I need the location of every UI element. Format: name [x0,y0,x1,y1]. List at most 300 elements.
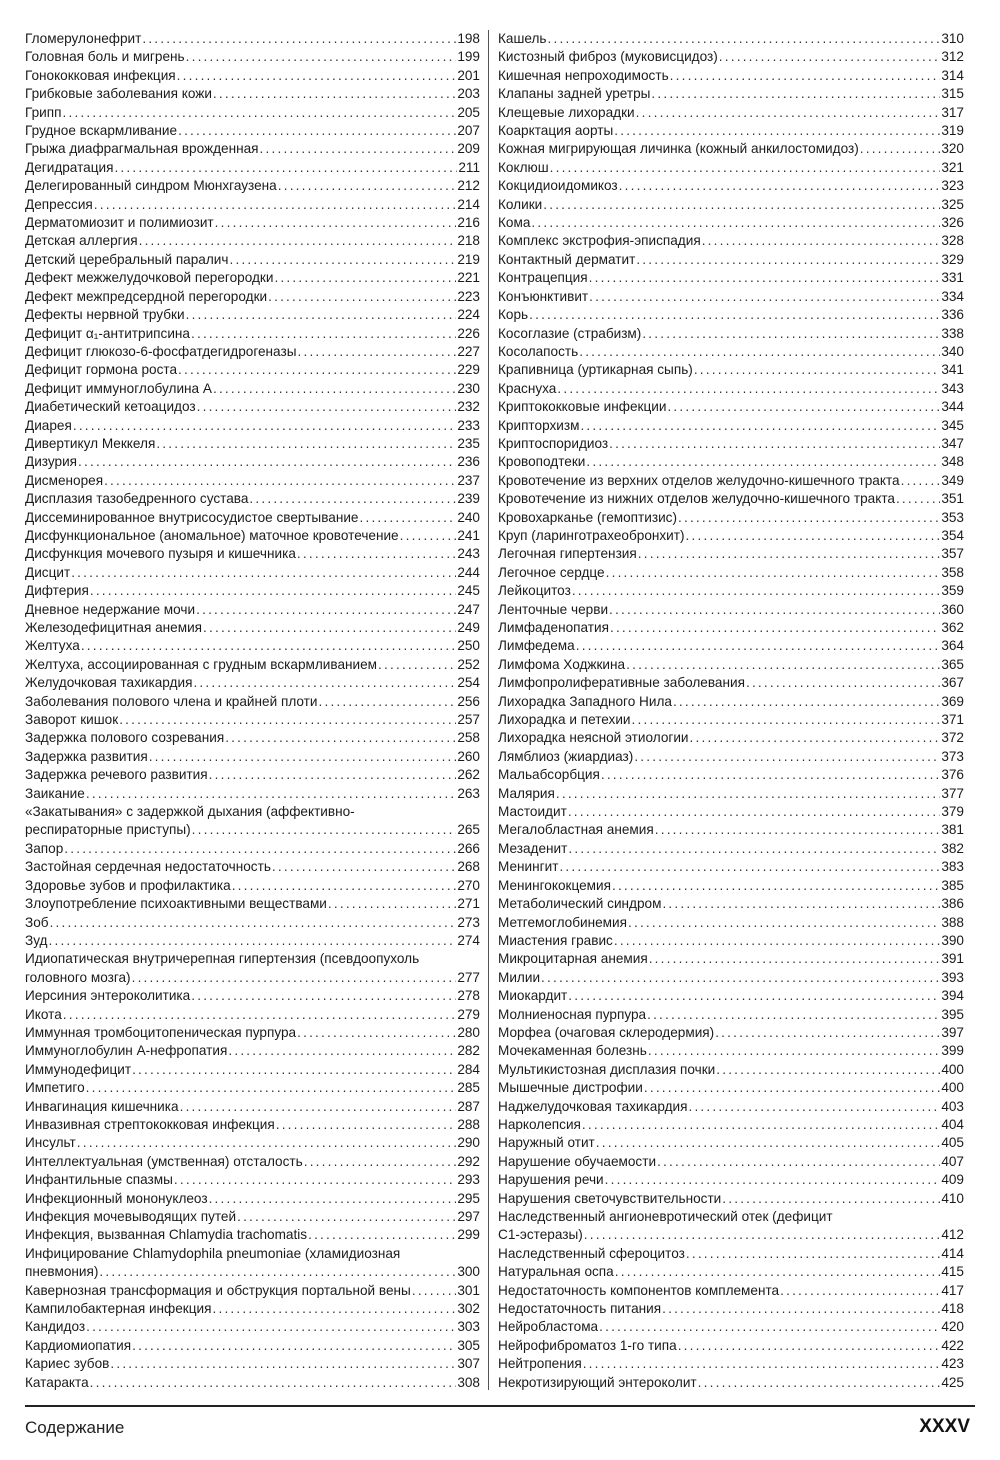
dot-leader [412,1282,456,1300]
toc-entry-title: Нарушение обучаемости [498,1153,657,1169]
dot-leader [50,914,457,932]
toc-entry-title: Крипторхизм [498,417,580,433]
toc-entry[interactable] [498,527,964,545]
toc-entry[interactable] [498,711,964,729]
toc-entry-page: 373 [941,748,964,764]
toc-entry-title: Нарушения речи [498,1172,604,1188]
toc-entry-title: Задержка речевого развития [25,767,208,783]
toc-entry-page: 243 [457,546,480,562]
toc-entry[interactable] [498,1300,964,1318]
dot-leader [673,693,940,711]
toc-entry-title: Дифтерия [25,583,89,599]
dot-leader [90,1374,457,1392]
toc-entry[interactable] [498,932,964,950]
toc-entry[interactable] [498,1245,964,1263]
toc-entry[interactable] [25,214,480,232]
dot-leader [670,67,941,85]
toc-entry-title: Дефицит гормона роста [25,362,178,378]
toc-entry[interactable] [25,306,480,324]
toc-entry-page: 344 [941,399,964,415]
toc-entry[interactable] [25,417,480,435]
dot-leader [694,361,941,379]
toc-entry[interactable] [25,48,480,66]
toc-entry[interactable] [25,1061,480,1079]
toc-entry[interactable] [498,1153,964,1171]
toc-entry[interactable] [498,472,964,490]
dot-leader [99,1263,456,1281]
toc-entry[interactable] [25,509,480,527]
toc-entry[interactable] [25,67,480,85]
toc-entry[interactable] [498,85,964,103]
toc-entry[interactable] [498,987,964,1005]
toc-entry[interactable] [25,674,480,692]
toc-entry[interactable] [498,48,964,66]
toc-entry[interactable] [25,1226,480,1244]
toc-entry[interactable] [25,1337,480,1355]
toc-entry[interactable] [25,380,480,398]
dot-leader [400,527,457,545]
toc-entry[interactable] [498,196,964,214]
toc-entry-title: Импетиго [25,1080,85,1096]
toc-entry[interactable] [498,1116,964,1134]
toc-entry[interactable] [25,232,480,250]
toc-entry-title: Наружный отит [498,1135,595,1151]
toc-entry[interactable] [498,1079,964,1097]
toc-entry-title: Интеллектуальная (умственная) отсталость [25,1153,303,1169]
toc-entry[interactable] [25,361,480,379]
toc-entry[interactable] [498,674,964,692]
toc-entry-title: Краснуха [498,380,557,396]
toc-entry-page: 390 [941,932,964,948]
dot-leader [63,1006,457,1024]
toc-entry[interactable] [498,232,964,250]
toc-entry[interactable] [498,509,964,527]
toc-entry-page: 240 [457,509,480,525]
toc-entry-page: 377 [941,785,964,801]
toc-entry[interactable] [498,895,964,913]
dot-leader [572,582,940,600]
toc-entry-title: Дисцит [25,564,71,580]
toc-entry[interactable] [498,269,964,287]
toc-entry-title: Милии [498,969,541,985]
toc-entry-page: 340 [941,343,964,359]
toc-entry[interactable] [498,140,964,158]
toc-entry[interactable] [25,711,480,729]
toc-entry-page: 256 [457,693,480,709]
toc-entry[interactable] [25,85,480,103]
toc-entry-title: Лейкоцитоз [498,583,571,599]
toc-entry[interactable] [25,1171,480,1189]
dot-leader [86,1318,456,1336]
toc-entry[interactable] [25,398,480,416]
toc-entry[interactable] [25,140,480,158]
toc-entry-title: Нейтропения [498,1356,582,1372]
toc-entry-title: Зоб [25,914,49,930]
toc-entry[interactable] [498,564,964,582]
toc-entry[interactable] [25,1153,480,1171]
toc-entry[interactable] [25,785,480,803]
dot-leader [276,1116,457,1134]
toc-entry[interactable] [498,803,964,821]
toc-entry[interactable] [25,858,480,876]
toc-entry[interactable] [498,343,964,361]
toc-entry[interactable] [498,914,964,932]
toc-entry[interactable] [498,1042,964,1060]
toc-entry-title: Запор [25,840,64,856]
toc-entry[interactable] [498,1208,964,1245]
toc-entry-title: «Закатывания» с задержкой дыхания (аффективно- [25,804,355,820]
toc-entry[interactable] [25,527,480,545]
toc-entry[interactable] [498,104,964,122]
dot-leader [531,214,940,232]
toc-entry[interactable] [25,1245,480,1282]
toc-entry-title: Кампилобактерная инфекция [25,1301,212,1317]
toc-entry[interactable] [498,159,964,177]
toc-entry-page: 201 [457,67,480,83]
toc-entry[interactable] [25,1374,480,1392]
toc-entry-title: Косолапость [498,343,579,359]
toc-entry[interactable] [498,398,964,416]
toc-entry[interactable] [25,453,480,471]
dot-leader [86,785,456,803]
toc-entry-page: 394 [941,988,964,1004]
toc-entry[interactable] [25,1006,480,1024]
dot-leader [64,840,456,858]
toc-entry-page: 317 [941,104,964,120]
dot-leader [71,564,456,582]
toc-entry-title: Менингит [498,859,559,875]
toc-entry[interactable] [25,619,480,637]
toc-entry-title: Кровоподтеки [498,454,586,470]
toc-entry[interactable] [498,1024,964,1042]
toc-entry-title: Дисфункция мочевого пузыря и кишечника [25,546,296,562]
toc-entry[interactable] [25,932,480,950]
toc-entry[interactable] [498,969,964,987]
toc-entry-title: Дефекты нервной трубки [25,307,185,323]
toc-entry[interactable] [25,748,480,766]
toc-entry[interactable] [498,1263,964,1281]
toc-entry[interactable] [498,840,964,858]
dot-leader [688,1098,940,1116]
toc-entry[interactable] [498,950,964,968]
toc-entry-page: 345 [941,417,964,433]
toc-entry-title: Иммунодефицит [25,1061,132,1077]
toc-entry-title: Инвагинация кишечника [25,1098,179,1114]
dot-leader [655,821,941,839]
toc-entry[interactable] [25,104,480,122]
toc-entry-page: 323 [941,178,964,194]
toc-entry[interactable] [25,177,480,195]
toc-entry[interactable] [25,1318,480,1336]
toc-entry[interactable] [498,582,964,600]
toc-entry-title: Нейрофиброматоз 1-го типа [498,1337,677,1353]
toc-entry-page: 410 [941,1190,964,1206]
toc-entry-page: 260 [457,748,480,764]
toc-entry-title: Колики [498,196,543,212]
toc-entry[interactable] [25,159,480,177]
toc-entry[interactable] [498,1098,964,1116]
toc-entry[interactable] [25,1190,480,1208]
footer-divider [25,1405,975,1407]
toc-entry[interactable] [25,343,480,361]
toc-entry-page: 241 [457,527,480,543]
dot-leader [649,950,941,968]
toc-entry-title: Грибковые заболевания кожи [25,86,212,102]
toc-entry-title: Мультикистозная дисплазия почки [498,1061,716,1077]
toc-entry[interactable] [498,766,964,784]
dot-leader [142,30,456,48]
toc-entry[interactable] [25,637,480,655]
toc-entry-page: 262 [457,767,480,783]
dot-leader [174,1171,456,1189]
dot-leader [599,1318,940,1336]
dot-leader [580,417,940,435]
toc-entry-page: 349 [941,472,964,488]
toc-entry[interactable] [498,748,964,766]
toc-entry[interactable] [25,472,480,490]
toc-entry-page: 336 [941,307,964,323]
toc-entry-page: 268 [457,859,480,875]
toc-entry-title: Кровохарканье (гемоптизис) [498,509,677,525]
toc-entry[interactable] [498,214,964,232]
toc-entry-title: Кариес зубов [25,1356,110,1372]
toc-entry-page: 302 [457,1301,480,1317]
toc-entry-title: Метаболический синдром [498,896,662,912]
toc-entry-page: 207 [457,123,480,139]
toc-entry[interactable] [498,417,964,435]
toc-entry[interactable] [498,453,964,471]
toc-entry-page: 348 [941,454,964,470]
dot-leader [609,435,940,453]
toc-entry-title: Наджелудочковая тахикардия [498,1098,688,1114]
toc-entry-page: 385 [941,877,964,893]
toc-entry[interactable] [25,1042,480,1060]
toc-entry-title: Мезаденит [498,840,568,856]
dot-leader [550,159,941,177]
dot-leader [297,1024,456,1042]
toc-entry[interactable] [498,1318,964,1336]
toc-entry-page: 391 [941,951,964,967]
toc-entry[interactable] [498,545,964,563]
toc-entry[interactable] [25,803,480,840]
dot-leader [110,1355,456,1373]
dot-leader [568,987,940,1005]
toc-entry[interactable] [498,1282,964,1300]
toc-entry[interactable] [498,177,964,195]
toc-entry[interactable] [498,1337,964,1355]
toc-entry-continuation [25,1263,480,1281]
dot-leader [213,85,456,103]
toc-entry[interactable] [25,656,480,674]
toc-entry[interactable] [498,251,964,269]
toc-entry-page: 382 [941,840,964,856]
toc-entry[interactable] [498,288,964,306]
toc-entry-page: 420 [941,1319,964,1335]
toc-entry[interactable] [25,196,480,214]
toc-entry-title: Инвазивная стрептококковая инфекция [25,1116,275,1132]
toc-entry[interactable] [25,1079,480,1097]
dot-leader [619,177,941,195]
toc-entry-page: 369 [941,693,964,709]
toc-entry[interactable] [498,67,964,85]
dot-leader [378,656,456,674]
toc-entry[interactable] [25,30,480,48]
toc-entry[interactable] [498,1374,964,1392]
toc-entry[interactable] [498,1171,964,1189]
dot-leader [81,637,457,655]
toc-entry[interactable] [498,619,964,637]
toc-entry-title: Лихорадка Западного Нила [498,693,672,709]
toc-entry-title: Кома [498,215,531,231]
toc-entry-title: Дизурия [25,454,78,470]
toc-entry-page: 279 [457,1006,480,1022]
toc-entry[interactable] [498,490,964,508]
toc-entry[interactable] [25,914,480,932]
toc-entry[interactable] [498,1061,964,1079]
toc-entry[interactable] [25,325,480,343]
toc-entry[interactable] [498,30,964,48]
toc-entry-page: 224 [457,307,480,323]
toc-entry[interactable] [498,435,964,453]
toc-entry-page: 257 [457,712,480,728]
toc-entry[interactable] [25,895,480,913]
toc-entry-page: 397 [941,1024,964,1040]
toc-entry[interactable] [498,877,964,895]
toc-entry[interactable] [25,564,480,582]
dot-leader [662,1300,940,1318]
toc-entry[interactable] [498,1006,964,1024]
toc-entry-page: 295 [457,1190,480,1206]
toc-entry[interactable] [25,840,480,858]
toc-entry-page: 379 [941,804,964,820]
toc-entry[interactable] [498,729,964,747]
toc-entry[interactable] [498,122,964,140]
toc-entry[interactable] [25,1282,480,1300]
dot-leader [612,877,940,895]
toc-entry-page: 252 [457,656,480,672]
toc-entry[interactable] [25,545,480,563]
toc-entry[interactable] [25,122,480,140]
toc-entry[interactable] [25,1355,480,1373]
toc-entry-page: 343 [941,380,964,396]
toc-entry[interactable] [25,490,480,508]
toc-entry[interactable] [498,693,964,711]
toc-entry-title: Нейробластома [498,1319,599,1335]
toc-entry-title: Косоглазие (страбизм) [498,325,642,341]
toc-entry-title: Кандидоз [25,1319,86,1335]
toc-entry[interactable] [25,1024,480,1042]
toc-entry[interactable] [25,766,480,784]
toc-entry-title: Инфекция мочевыводящих путей [25,1209,237,1224]
toc-entry-page: 211 [458,159,480,175]
dot-leader [232,877,457,895]
toc-entry-title: Диарея [25,417,72,433]
toc-entry-title: Желудочковая тахикардия [25,675,193,691]
toc-entry[interactable] [25,987,480,1005]
toc-entry[interactable] [25,251,480,269]
toc-entry-title: Кишечная непроходимость [498,67,669,83]
toc-entry[interactable] [498,1355,964,1373]
footer-section-title: Содержание [25,1418,125,1437]
toc-entry[interactable] [25,601,480,619]
toc-entry-page: 308 [457,1374,480,1390]
toc-entry-title: Инфицирование Chlamydophila pneumoniae (хламидиозная [25,1245,401,1261]
toc-entry[interactable] [498,637,964,655]
toc-entry[interactable] [25,1208,480,1226]
toc-entry[interactable] [498,656,964,674]
toc-entry-page: 360 [941,601,964,617]
dot-leader [860,140,941,158]
toc-entry-title: Дегидратация [25,159,114,175]
toc-entry[interactable] [25,269,480,287]
toc-entry-title: Депрессия [25,196,93,212]
toc-entry[interactable] [498,1134,964,1152]
toc-entry[interactable] [498,858,964,876]
toc-entry[interactable] [498,380,964,398]
dot-leader [719,48,941,66]
toc-entry-title: Дефицит α₁-антитрипсина [25,325,190,341]
toc-entry[interactable] [498,361,964,379]
toc-entry[interactable] [25,435,480,453]
dot-leader [579,343,940,361]
toc-entry-page: 425 [941,1374,964,1390]
toc-entry-title: Мышечные дистрофии [498,1080,643,1096]
toc-entry[interactable] [498,306,964,324]
dot-leader [716,1061,940,1079]
toc-entry[interactable] [25,582,480,600]
toc-entry[interactable] [25,1134,480,1152]
toc-entry-page: 414 [941,1245,964,1261]
toc-entry[interactable] [25,693,480,711]
toc-entry-title: Катаракта [25,1374,89,1390]
toc-entry-page: 310 [941,31,964,46]
dot-leader [225,729,456,747]
toc-entry[interactable] [25,288,480,306]
toc-entry[interactable] [25,877,480,895]
dot-leader [596,1134,941,1152]
dot-leader [615,1263,941,1281]
toc-entry[interactable] [498,325,964,343]
toc-entry[interactable] [25,1116,480,1134]
toc-entry-page: 274 [457,932,480,948]
toc-entry-page: 376 [941,767,964,783]
toc-entry[interactable] [498,1190,964,1208]
toc-entry-page: 320 [941,141,964,157]
toc-entry-title: Задержка полового созревания [25,730,225,746]
dot-leader [318,693,456,711]
toc-entry-title: пневмония) [25,1264,99,1280]
toc-entry-title: Лимфопролиферативные заболевания [498,675,745,691]
toc-entry[interactable] [25,950,480,987]
toc-entry[interactable] [25,1300,480,1318]
toc-entry-title: Задержка развития [25,748,148,764]
toc-entry-title: Инфекция, вызванная Chlamydia trachomatis [25,1227,308,1243]
dot-leader [576,637,941,655]
toc-entry-page: 265 [457,822,480,838]
toc-entry[interactable] [25,1098,480,1116]
toc-entry-page: 303 [457,1319,480,1335]
toc-entry-page: 367 [941,675,964,691]
dot-leader [651,85,940,103]
toc-entry[interactable] [25,729,480,747]
dot-leader [197,398,457,416]
toc-entry[interactable] [498,785,964,803]
toc-entry[interactable] [498,821,964,839]
dot-leader [568,840,940,858]
toc-entry[interactable] [498,601,964,619]
toc-entry-title: Кожная мигрирующая личинка (кожный анкилостомидоз) [498,141,859,157]
toc-entry-page: 216 [457,215,480,231]
